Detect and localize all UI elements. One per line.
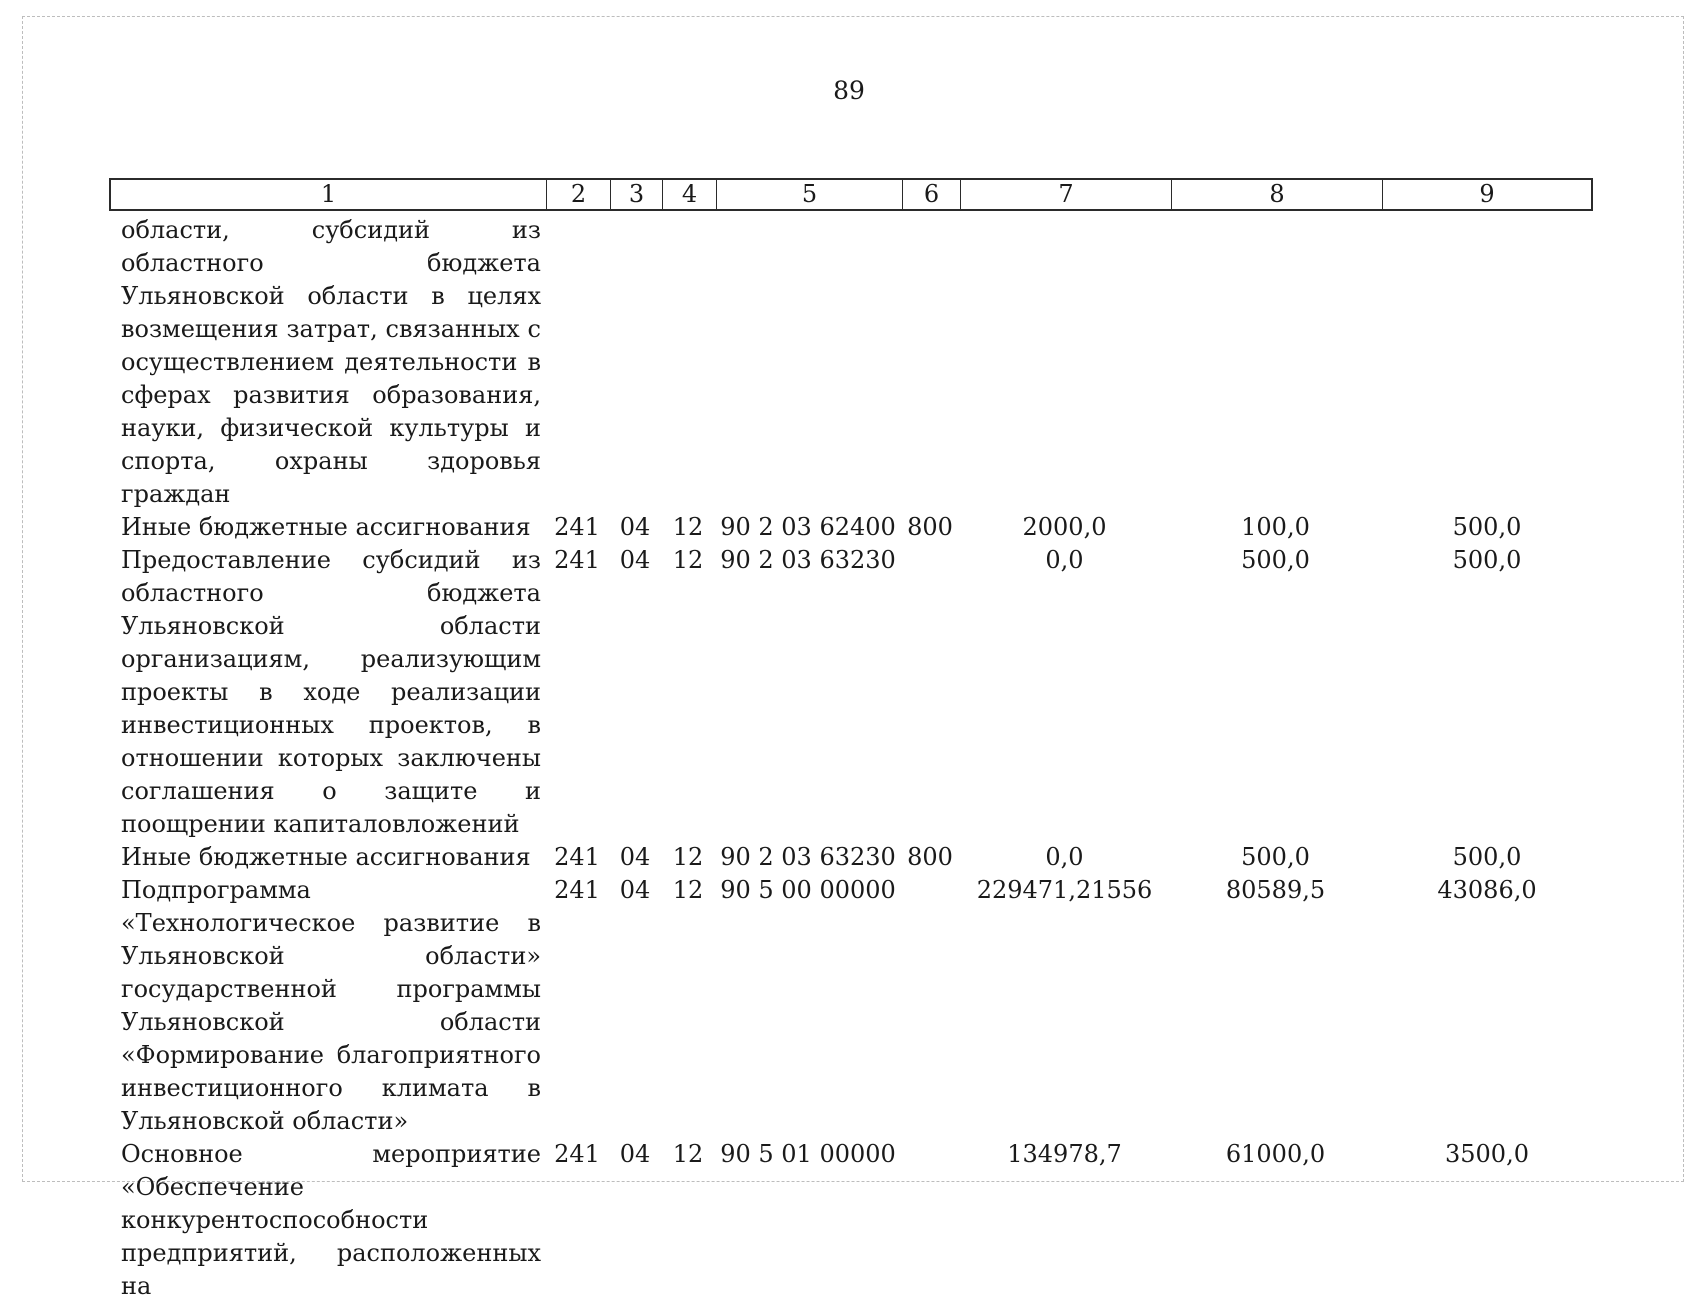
header-col-3: 3: [611, 180, 663, 209]
row-col-3: 04: [619, 546, 651, 574]
row-col-3: 04: [619, 876, 651, 904]
table-header: [109, 178, 1593, 211]
row-col-5: 90 5 00 00000: [720, 876, 896, 904]
table-row: [109, 214, 1593, 511]
table-row: [109, 874, 1593, 1138]
row-col-9: 500,0: [1452, 843, 1522, 871]
header-col-2: 2: [547, 180, 611, 209]
table-row: [109, 1138, 1593, 1303]
row-col-3: 04: [619, 1140, 651, 1168]
row-col-5: 90 2 03 62400: [720, 513, 896, 541]
row-col-8: 100,0: [1241, 513, 1310, 541]
row-col-4: 12: [672, 843, 704, 871]
row-name: Основное мероприятие «Обеспечение конкурентоспособности предприятий, расположенных на: [121, 1140, 541, 1300]
row-name: Предоставление субсидий из областного бюджета Ульяновской области организациям, реализующим проекты в ходе реализации инвестиционных проектов, в отношении которых заключены соглашения о защите и поощрении капиталовложений: [121, 546, 541, 838]
row-col-2: 241: [554, 843, 600, 871]
row-col-4: 12: [672, 546, 704, 574]
row-name: области, субсидий из областного бюджета Ульяновской области в целях возмещения затрат, связанных с осуществлением деятельности в сферах развития образования, науки, физической культуры и спорта, охраны здоровья граждан: [121, 216, 541, 508]
row-col-4: 12: [672, 1140, 704, 1168]
header-col-5: 5: [717, 180, 903, 209]
header-col-1: 1: [111, 180, 547, 209]
row-col-7: 229471,21556: [976, 876, 1153, 904]
row-col-2: 241: [554, 513, 600, 541]
row-col-9: 43086,0: [1437, 876, 1537, 904]
row-col-5: 90 2 03 63230: [720, 546, 896, 574]
row-name: Иные бюджетные ассигнования: [121, 843, 531, 871]
header-col-4: 4: [663, 180, 717, 209]
row-col-5: 90 5 01 00000: [720, 1140, 896, 1168]
row-col-6: 800: [907, 513, 953, 541]
row-col-7: 0,0: [1045, 843, 1084, 871]
row-col-9: 500,0: [1452, 546, 1522, 574]
row-col-7: 2000,0: [1022, 513, 1107, 541]
header-col-7: 7: [961, 180, 1172, 209]
row-col-3: 04: [619, 513, 651, 541]
row-col-3: 04: [619, 843, 651, 871]
row-col-8: 61000,0: [1225, 1140, 1326, 1168]
row-col-7: 0,0: [1045, 546, 1084, 574]
row-col-2: 241: [554, 546, 600, 574]
row-name: Иные бюджетные ассигнования: [121, 513, 531, 541]
header-col-6: 6: [903, 180, 961, 209]
table-row: [109, 841, 1593, 874]
row-col-4: 12: [672, 876, 704, 904]
row-col-8: 500,0: [1241, 843, 1310, 871]
budget-table: [109, 214, 1593, 1303]
page-number: 89: [833, 76, 865, 105]
row-col-9: 3500,0: [1445, 1140, 1529, 1168]
row-col-8: 500,0: [1241, 546, 1310, 574]
row-col-5: 90 2 03 63230: [720, 843, 896, 871]
row-col-4: 12: [672, 513, 704, 541]
row-col-2: 241: [554, 876, 600, 904]
header-col-9: 9: [1479, 180, 1495, 208]
table-row: [109, 544, 1593, 841]
header-col-8: 8: [1172, 180, 1383, 209]
row-col-9: 500,0: [1452, 513, 1522, 541]
row-col-6: 800: [907, 843, 953, 871]
row-col-7: 134978,7: [1007, 1140, 1122, 1168]
row-col-2: 241: [554, 1140, 600, 1168]
row-name: Подпрограмма «Технологическое развитие в Ульяновской области» государственной программы Ульяновской области «Формирование благоприятного инвестиционного климата в Ульяновской области»: [121, 876, 541, 1135]
table-row: [109, 511, 1593, 544]
row-col-8: 80589,5: [1225, 876, 1326, 904]
